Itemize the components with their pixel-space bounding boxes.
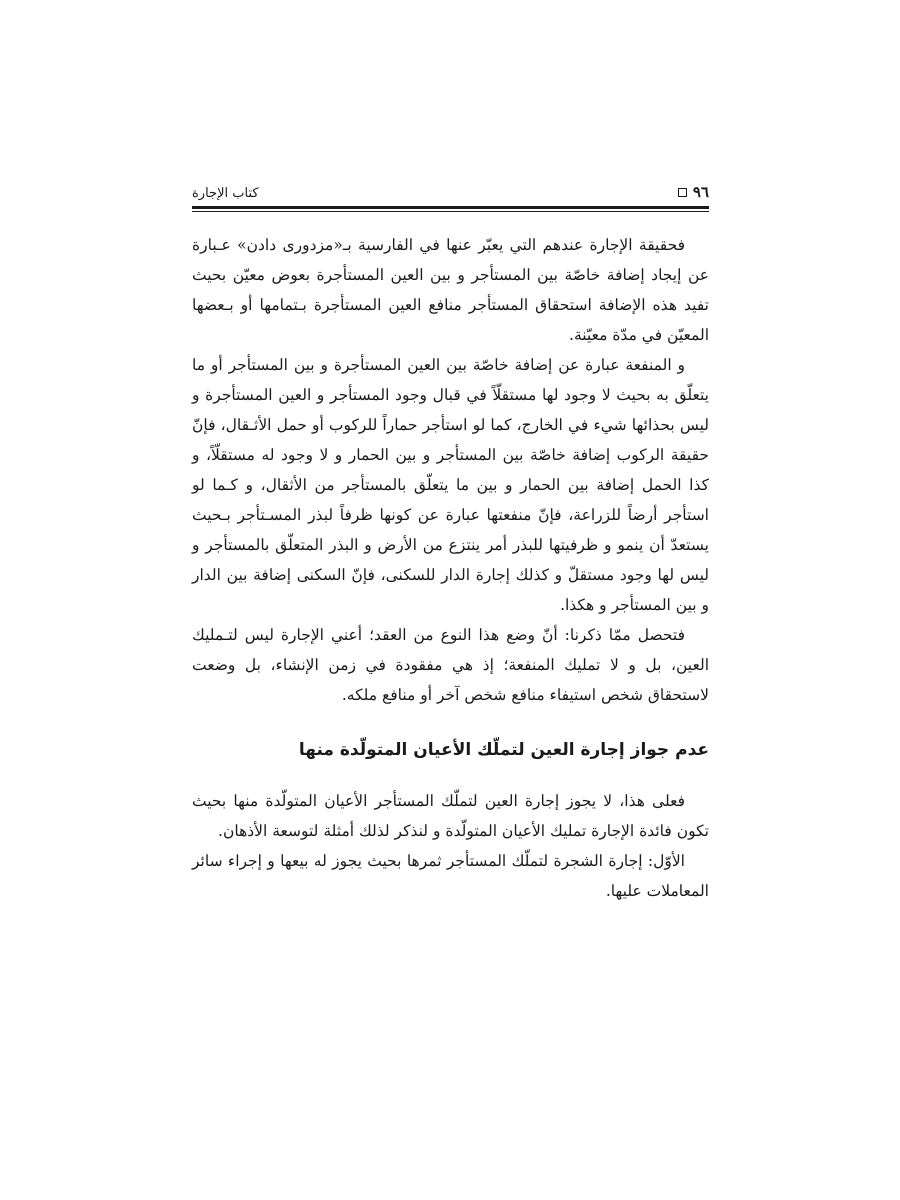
header-rule-thin: [192, 211, 709, 212]
paragraph-1: فحقيقة الإجارة عندهم التي يعبّر عنها في الفارسية بـ«مزدورى دادن» عـبارة عن إيجاد إضافة خاصّة بين المستأجر و بين العين المستأجرة بعوض معيّن بحيث تفيد هذه الإضافة استحقاق المستأجر منافع العين المستأجرة بـتمامها أو بـعضها المعيّن في مدّة معيّنة.: [192, 236, 709, 344]
body-text: [192, 230, 709, 906]
page-number: ٩٦: [692, 183, 709, 201]
section-paragraph-2: الأوّل: إجارة الشجرة لتملّك المستأجر ثمرها بحيث يجوز له بيعها و إجراء سائر المعاملات عليها.: [192, 852, 709, 900]
running-title: كتاب الإجارة: [192, 186, 259, 201]
square-ornament-icon: [678, 188, 687, 197]
paragraph-2: و المنفعة عبارة عن إضافة خاصّة بين العين المستأجرة و بين المستأجر أو ما يتعلّق به بحيث لا وجود لها مستقلّاً في قبال وجود المستأجر و العين المستأجرة و ليس بحذائها شيء في الخارج، كما لو استأجر حماراً للركوب أو حمل الأثـقال، فإنّ حقيقة الركوب إضافة خاصّة بين المستأجر و بين الحمار و لا وجود له مستقلّاً، و كذا الحمل إضافة بين الحمار و بين ما يتعلّق بالمستأجر من الأثقال، و كـما لو استأجر أرضاً للزراعة، فإنّ منفعتها عبارة عن كونها ظرفاً لبذر المسـتأجر بـحيث يستعدّ أن ينمو و ظرفيتها للبذر أمر ينتزع من الأرض و البذر المتعلّق بالمستأجر و ليس لها وجود مستقلّ و كذلك إجارة الدار للسكنى، فإنّ السكنى إضافة بين الدار و بين المستأجر و هكذا.: [192, 356, 710, 614]
section-paragraph-1: فعلى هذا، لا يجوز إجارة العين لتملّك المستأجر الأعيان المتولّدة منها بحيث تكون فائدة الإجارة تمليك الأعيان المتولّدة و لنذكر لذلك أمثلة لتوسعة الأذهان.: [192, 792, 709, 840]
section-heading: عدم جواز إجارة العين لتملّك الأعيان المتولّدة منها: [298, 740, 709, 760]
page-number-block: [678, 185, 709, 200]
running-header: [192, 172, 709, 206]
book-page: [192, 172, 709, 906]
paragraph-3: فتحصل ممّا ذكرنا: أنّ وضع هذا النوع من العقد؛ أعني الإجارة ليس لتـمليك العين، بل و لا تمليك المنفعة؛ إذ هي مفقودة في زمن الإنشاء، بل وضعت لاستحقاق شخص استيفاء منافع شخص آخر أو منافع ملكه.: [192, 626, 709, 704]
